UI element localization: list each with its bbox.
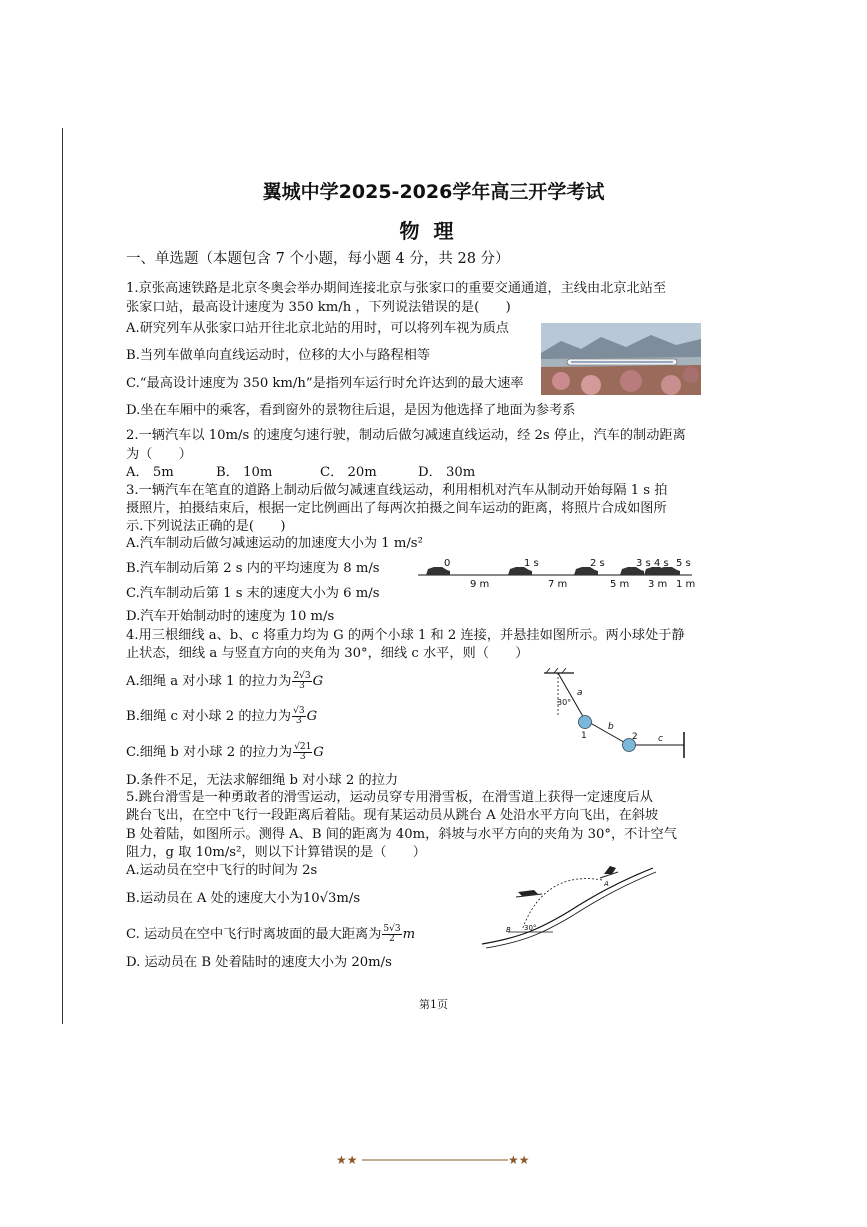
q2-option-d: D． 30m [418,465,476,480]
q4-option-b [126,707,317,726]
q3-stem-line1: 3.一辆汽车在笔直的道路上制动后做匀减速直线运动，利用相机对汽车从制动开始每隔 1 s 拍 [126,483,668,498]
q5-stem-line2: 跳台飞出，在空中飞行一段距离后着陆。现有某运动员从跳台 A 处沿水平方向飞出，在斜坡 [126,808,659,823]
q3-stem-line3: 示.下列说法正确的是( ) [126,519,286,534]
q4-option-a [126,672,323,691]
q2-options [126,464,475,482]
time-label-1: 1 s [524,558,539,569]
q4-option-c-text: C.细绳 b 对小球 2 的拉力为 [126,745,293,760]
q2-stem-line1: 2.一辆汽车以 10m/s 的速度匀速行驶，制动后做匀减速直线运动，经 2s 停止，汽车的制动距离 [126,428,686,443]
fraction-numerator: 2√3 [293,671,311,681]
point-b-label: B [506,926,511,934]
fraction-denominator: 2 [389,934,395,944]
q2-stem-line2: 为（ ） [126,447,192,462]
q1-stem-line1: 1.京张高速铁路是北京冬奥会举办期间连接北京与张家口的重要交通通道，主线由北京北站至 [126,281,667,296]
time-label-3: 3 s [636,558,651,569]
fraction-denominator: 3 [299,752,306,762]
star-icon: ★★ [336,1153,358,1167]
page-number: 第1页 [419,998,448,1011]
fraction-numerator: √21 [294,742,312,752]
dist-label-4: 3 m [648,579,668,590]
car-motion-figure [418,556,696,592]
q3-option-c: C.汽车制动后第 1 s 末的速度大小为 6 m/s [126,586,380,601]
time-label-2: 2 s [590,558,605,569]
q5-stem-line3: B 处着陆，如图所示。测得 A、B 间的距离为 40m，斜坡与水平方向的夹角为 30°，不计空气 [126,827,677,842]
subject-title: 物理 [399,219,468,243]
q4-option-a-fraction [292,672,311,691]
ball-1-label: 1 [581,731,587,741]
q2-option-c: C． 20m [320,465,377,480]
fraction-denominator: 3 [299,681,305,691]
q1-option-d: D.坐在车厢中的乘客，看到窗外的景物往后退，是因为他选择了地面为参考系 [126,403,576,418]
dist-label-5: 1 m [676,579,696,590]
angle-label: 30° [557,698,572,707]
q4-stem-line1: 4.用三根细线 a、b、c 将重力均为 G 的两个小球 1 和 2 连接，并悬挂如图所示。两小球处于静 [126,628,685,643]
train-photo [541,323,701,395]
q5-option-c-fraction [382,925,401,944]
q3-option-a: A.汽车制动后做匀减速运动的加速度大小为 1 m/s² [126,536,423,551]
q4-option-c-unit: G [313,745,324,760]
fraction-denominator: 3 [295,716,302,726]
decorative-divider [336,1152,536,1168]
exam-title: 翼城中学2025-2026学年高三开学考试 [262,181,605,203]
q4-option-b-unit: G [306,709,318,724]
q1-stem-line2: 张家口站，最高设计速度为 350 km/h ，下列说法错误的是( ) [126,300,511,315]
q3-stem-line2: 摄照片，拍摄结束后，根据一定比例画出了每两次拍摄之间车运动的距离，将照片合成如图所 [126,501,667,516]
q5-option-d: D. 运动员在 B 处着陆时的速度大小为 20m/s [126,955,392,970]
dist-label-1: 9 m [470,579,490,590]
q4-option-a-text: A.细绳 a 对小球 1 的拉力为 [126,674,292,689]
q4-option-c [126,743,324,762]
q4-option-a-unit: G [312,674,324,689]
slope-angle-label: 30° [524,924,537,932]
q5-option-c-unit: m [402,927,416,942]
rope-b-label: b [608,722,614,732]
q5-option-c-text: C. 运动员在空中飞行时离坡面的最大距离为 [126,927,382,942]
q4-option-d: D.条件不足，无法求解细绳 b 对小球 2 的拉力 [126,773,399,788]
time-label-5: 5 s [676,558,691,569]
q1-option-b: B.当列车做单向直线运动时，位移的大小与路程相等 [126,348,431,363]
q5-option-c [126,925,415,944]
fraction-numerator: √3 [293,706,305,716]
q3-option-b: B.汽车制动后第 2 s 内的平均速度为 8 m/s [126,561,380,576]
dist-label-3: 5 m [610,579,630,590]
point-a-label: A [604,880,609,888]
q3-option-d: D.汽车开始制动时的速度为 10 m/s [126,609,335,624]
q5-option-b: B.运动员在 A 处的速度大小为10√3m/s [126,891,361,906]
q1-option-c: C.“最高设计速度为 350 km/h”是指列车运行时允许达到的最大速率 [126,376,524,391]
time-label-0: 0 [444,558,451,569]
rope-c-label: c [658,734,663,744]
star-icon: ★★ [508,1153,530,1167]
section-heading: 一、单选题（本题包含 7 个小题，每小题 4 分，共 28 分） [126,251,510,267]
time-label-4: 4 s [654,558,669,569]
dist-label-2: 7 m [548,579,568,590]
q5-stem-line4: 阻力，g 取 10m/s²，则以下计算错误的是（ ） [126,845,426,860]
rope-a-label: a [577,688,583,698]
q5-stem-line1: 5.跳台滑雪是一种勇敢者的滑雪运动，运动员穿专用滑雪板，在滑雪道上获得一定速度后从 [126,790,653,805]
fraction-numerator: 5√3 [383,924,401,934]
ski-jump-figure [478,860,658,950]
q2-option-b: B． 10m [216,465,273,480]
margin-line [62,128,63,1024]
q2-option-a: A． 5m [126,465,174,480]
q4-stem-line2: 止状态，细线 a 与竖直方向的夹角为 30°，细线 c 水平，则（ ） [126,646,529,661]
q1-option-a: A.研究列车从张家口站开往北京北站的用时，可以将列车视为质点 [126,321,509,336]
hanging-balls-figure [540,665,690,765]
ball-2-label: 2 [632,732,638,742]
q4-option-c-fraction [293,743,312,762]
q4-option-b-fraction [292,707,305,726]
q5-option-a: A.运动员在空中飞行的时间为 2s [126,863,318,878]
q4-option-b-text: B.细绳 c 对小球 2 的拉力为 [126,709,292,724]
